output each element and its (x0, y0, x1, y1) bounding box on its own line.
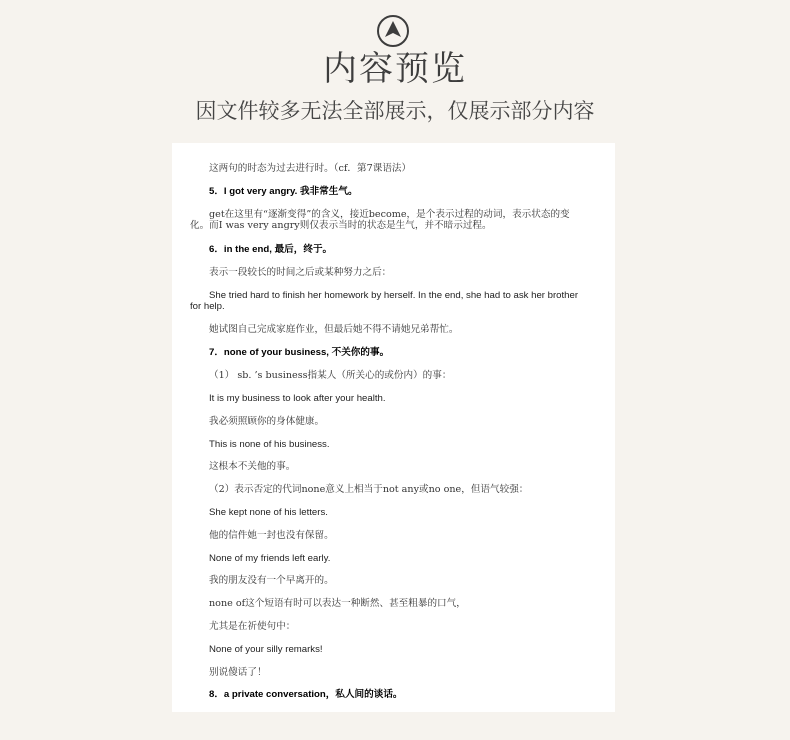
text-line: 化。而I was very angry则仅表示当时的状态是生气，并不暗示过程。 (190, 220, 492, 231)
example-sentence: It is my business to look after your health. (209, 393, 386, 404)
text-line: 他的信件她一封也没有保留。 (209, 530, 334, 541)
text-line: get在这里有“逐渐变得”的含义，接近become，是个表示过程的动词，表示状态的变 (209, 209, 570, 220)
text-line: 她试图自己完成家庭作业，但最后她不得不请她兄弟帮忙。 (209, 324, 459, 335)
page-title: 内容预览 (323, 49, 467, 89)
example-sentence: She kept none of his letters. (209, 507, 328, 518)
chevron-up-circle-icon (376, 14, 410, 48)
text-line: none of这个短语有时可以表达一种断然、甚至粗暴的口气， (209, 598, 466, 609)
text-line: 我必须照顾你的身体健康。 (209, 416, 325, 427)
preview-header (0, 0, 790, 140)
page-subtitle: 因文件较多无法全部展示，仅展示部分内容 (195, 99, 595, 123)
text-line: 这两句的时态为过去进行时。（cf．第7课语法） (209, 163, 412, 174)
example-sentence: This is none of his business. (209, 439, 330, 450)
example-sentence: for help. (190, 301, 225, 312)
text-line: （2）表示否定的代词none意义上相当于not any或no one，但语气较强： (209, 484, 529, 495)
section-heading: 6．in the end, 最后，终于。 (209, 244, 333, 255)
text-line: 这根本不关他的事。 (209, 461, 296, 472)
text-line: 别说傻话了！ (209, 667, 267, 678)
text-line: （1） sb. ’s business指某人（所关心的或份内）的事： (209, 370, 452, 381)
section-heading: 7．none of your business, 不关你的事。 (209, 347, 390, 358)
example-sentence: She tried hard to finish her homework by herself. In the end, she had to ask her brother (209, 290, 579, 301)
document-page (172, 143, 615, 712)
text-line: 尤其是在祈使句中： (209, 621, 296, 632)
section-heading: 8．a private conversation，私人间的谈话。 (209, 689, 403, 700)
text-line: 我的朋友没有一个早离开的。 (209, 575, 334, 586)
text-line: 表示一段较长的时间之后或某种努力之后： (209, 267, 392, 278)
section-heading: 5．I got very angry. 我非常生气。 (209, 186, 358, 197)
example-sentence: None of my friends left early. (209, 553, 331, 564)
example-sentence: None of your silly remarks! (209, 644, 323, 655)
